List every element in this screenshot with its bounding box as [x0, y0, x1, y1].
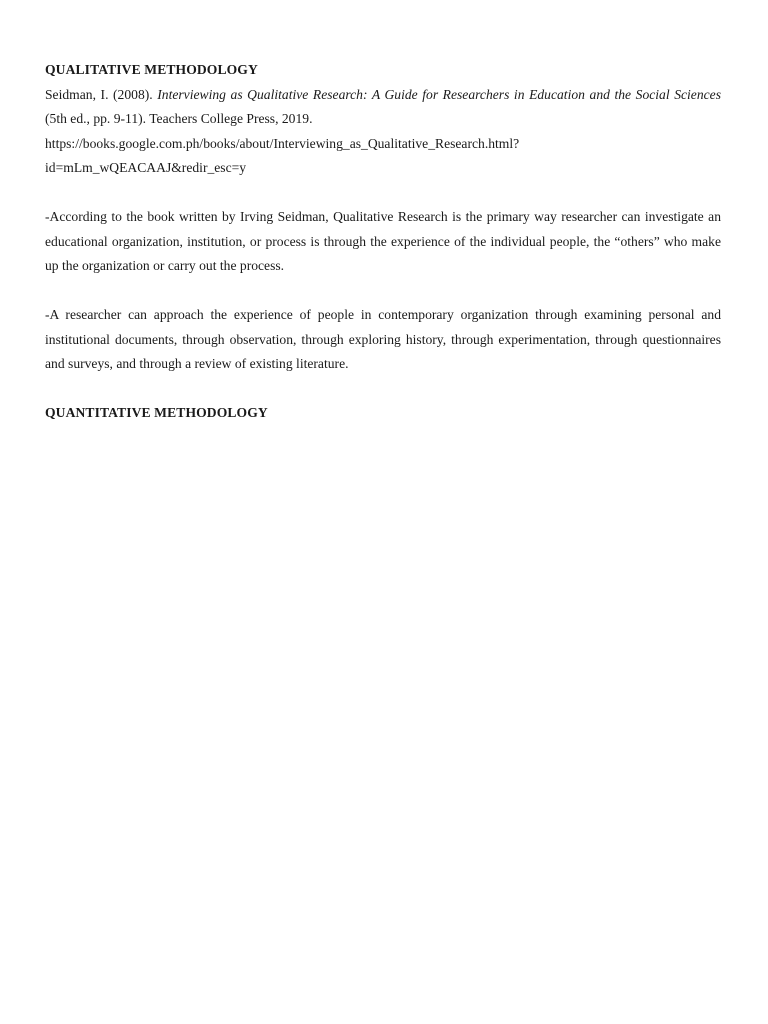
reference-author-date: Seidman, I. (2008). [45, 86, 158, 102]
reference-citation [45, 83, 721, 181]
paragraph-research-approaches: -A researcher can approach the experience of people in contemporary organization through examining personal and institutional documents, through observation, through exploring history, through experimentation, through questionnaires and surveys, and through a review of existing literature. [45, 307, 721, 371]
reference-details: (5th ed., pp. 9-11). Teachers College Press, 2019. [45, 111, 313, 126]
reference-url-line1: https://books.google.com.ph/books/about/Interviewing_as_Qualitative_Research.html? [45, 135, 520, 151]
reference-title: Interviewing as Qualitative Research: A Guide for Researchers in Education and the Social Sciences [157, 86, 721, 102]
document-page [45, 58, 721, 426]
spacer [45, 279, 721, 304]
reference-url-line2: id=mLm_wQEACAAJ&redir_esc=y [45, 160, 247, 175]
section-heading-qualitative: QUALITATIVE METHODOLOGY [45, 62, 258, 77]
spacer [45, 181, 721, 206]
section-heading-quantitative: QUANTITATIVE METHODOLOGY [45, 405, 268, 420]
spacer [45, 377, 721, 402]
paragraph-seidman-definition: -According to the book written by Irving Seidman, Qualitative Research is the primary way researcher can investigate an educational organization, institution, or process is through the experience of the individual people, the “others” who make up the organization or carry out the process. [45, 209, 721, 273]
